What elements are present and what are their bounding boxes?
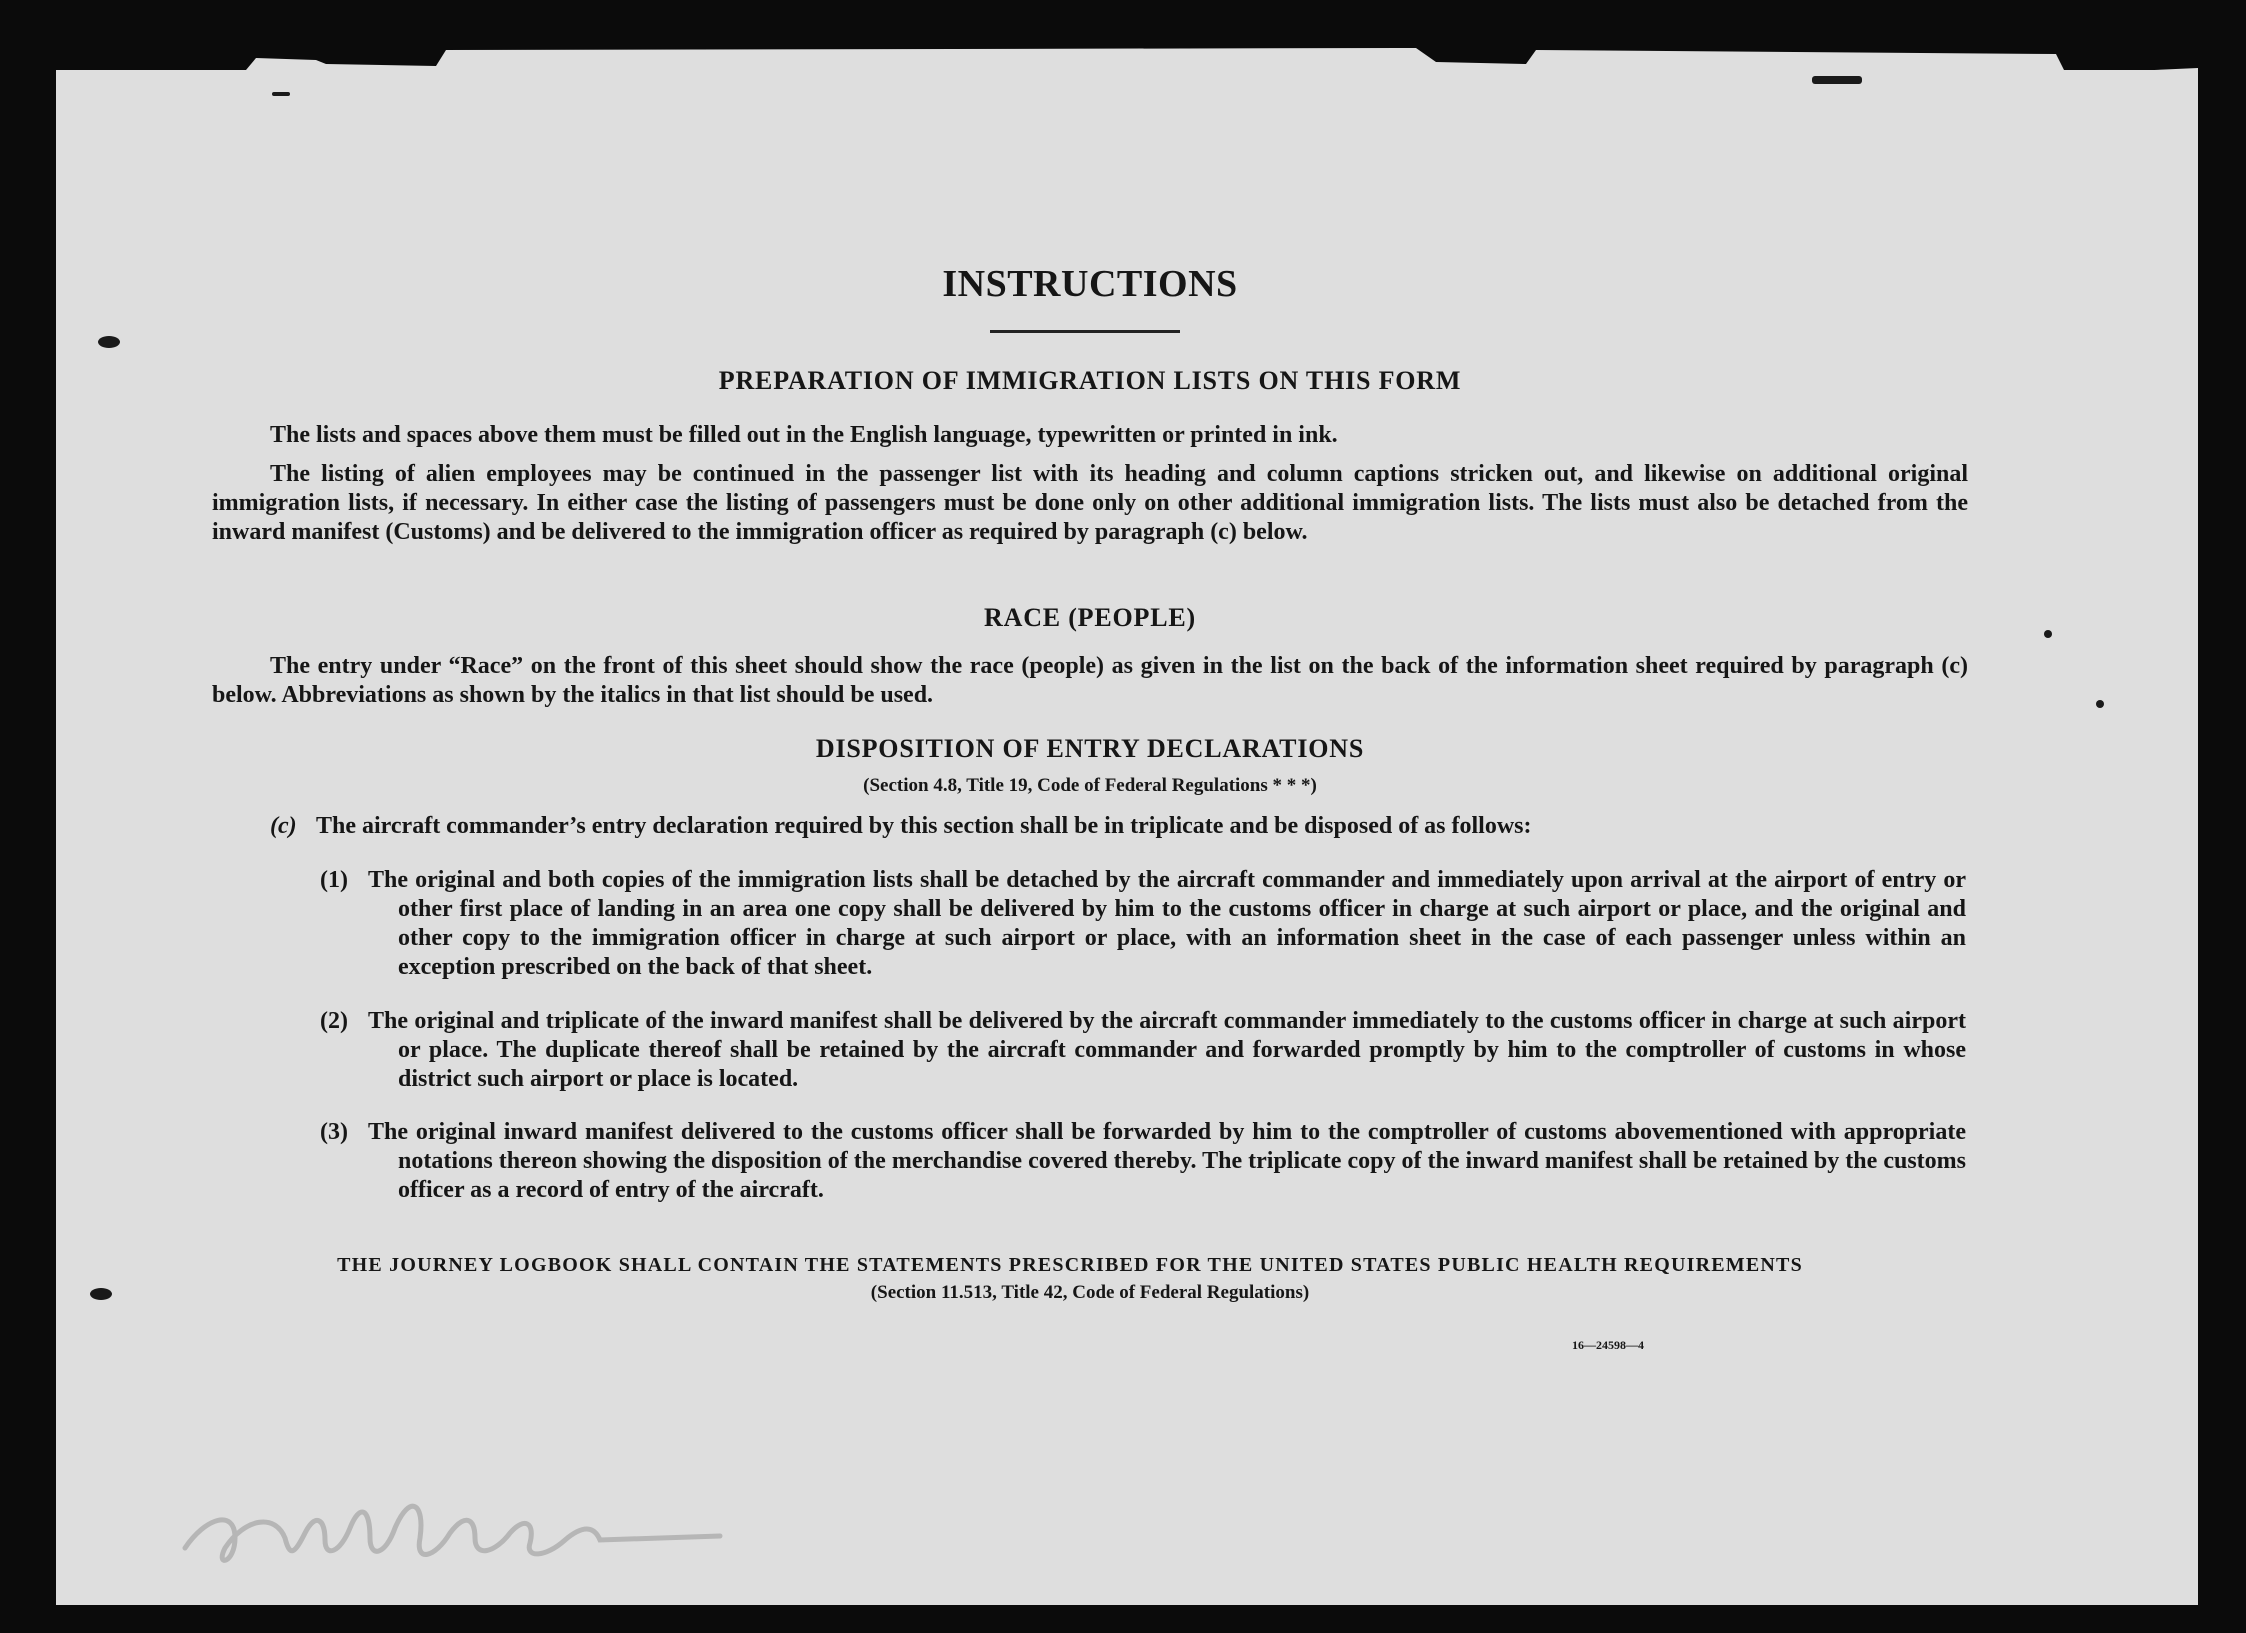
disposition-heading: DISPOSITION OF ENTRY DECLARATIONS [815, 734, 1365, 763]
signature-show-through [175, 1478, 735, 1588]
item-1-number: (1) [320, 867, 348, 893]
ink-mark [90, 1288, 112, 1300]
show-through-text [480, 148, 1580, 174]
ink-mark [2044, 630, 2052, 638]
race-paragraph: The entry under “Race” on the front of this sheet should show the race (people) as given in the list on the back of the information sheet required by paragraph (c) below. Abbreviations as shown by the italics in that list should be used. [212, 653, 1968, 708]
logbook-citation: (Section 11.513, Title 42, Code of Federal Regulations) [870, 1282, 1310, 1303]
logbook-heading: THE JOURNEY LOGBOOK SHALL CONTAIN THE STATEMENTS PRESCRIBED FOR THE UNITED STATES PUBLIC HEALTH REQUIREMENTS [337, 1254, 1803, 1276]
race-heading: RACE (PEOPLE) [984, 603, 1196, 632]
preparation-heading: PREPARATION OF IMMIGRATION LISTS ON THIS FORM [718, 366, 1462, 395]
item-3-text: The original inward manifest delivered to the customs officer shall be forwarded by him to the comptroller of customs abovementioned with appropriate notations thereon showing the disposition of the merchandise covered thereby. The triplicate copy of the inward manifest shall be retained by the customs officer as a record of entry of the aircraft. [368, 1119, 1966, 1203]
paragraph-c-intro: The aircraft commander’s entry declaration required by this section shall be in triplicate and be disposed of as follows: [316, 813, 1532, 839]
disposition-citation: (Section 4.8, Title 19, Code of Federal Regulations * * *) [863, 775, 1317, 796]
item-1-text: The original and both copies of the immigration lists shall be detached by the aircraft commander and immediately upon arrival at the airport of entry or other first place of landing in an area one copy shall be delivered by him to the customs officer in charge at such airport or place, and the original and other copy to the immigration officer in charge at such airport or place, with an information sheet in the case of each passenger unless within an exception prescribed on the back of that sheet. [368, 867, 1966, 980]
item-3-number: (3) [320, 1119, 348, 1145]
title-divider [990, 330, 1180, 333]
page-title: INSTRUCTIONS [942, 263, 1238, 305]
preparation-paragraph-1: The lists and spaces above them must be filled out in the English language, typewritten or printed in ink. [270, 422, 1338, 448]
item-2-text: The original and triplicate of the inward manifest shall be delivered by the aircraft commander immediately to the customs officer in charge at such airport or place. The duplicate thereof shall be retained by the aircraft commander and forwarded promptly by him to the comptroller of customs in whose district such airport or place is located. [368, 1008, 1966, 1092]
ink-mark [2096, 700, 2104, 708]
paragraph-c-label: (c) [270, 813, 297, 839]
ink-mark [98, 336, 120, 348]
item-2-number: (2) [320, 1008, 348, 1034]
ink-mark [272, 92, 290, 96]
ink-mark [1812, 76, 1862, 84]
preparation-paragraph-2: The listing of alien employees may be continued in the passenger list with its heading and column captions stricken out, and likewise on additional original immigration lists, if necessary. In either case the listing of passengers must be done only on other additional immigration lists. The lists must also be detached from the inward manifest (Customs) and be delivered to the immigration officer as required by paragraph (c) below. [212, 461, 1968, 545]
form-number: 16—24598—4 [1572, 1338, 1644, 1352]
